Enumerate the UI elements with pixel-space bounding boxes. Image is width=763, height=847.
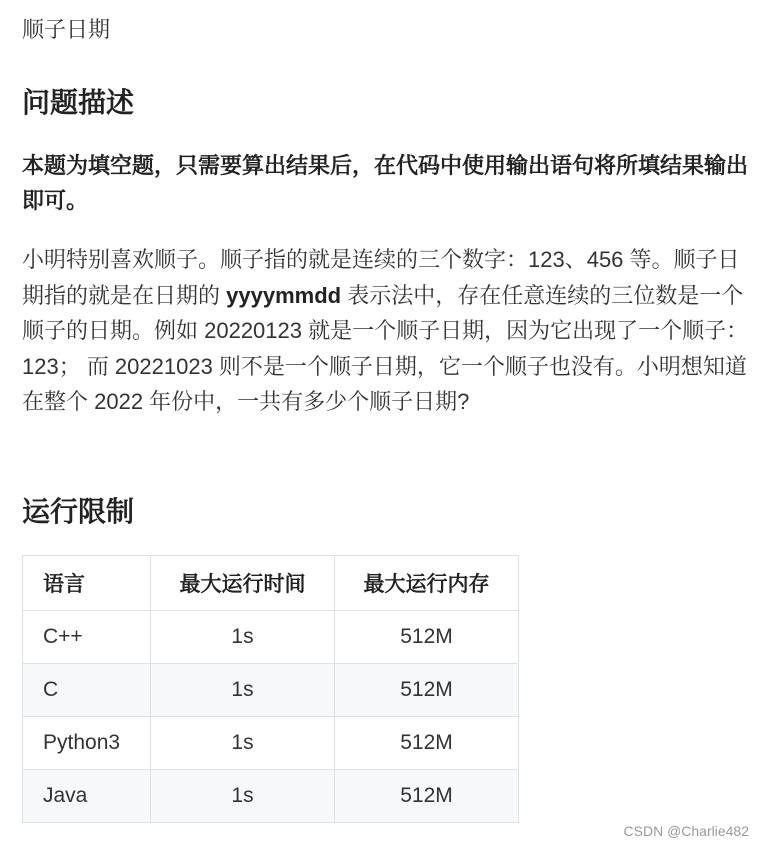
page-title: 顺子日期 xyxy=(22,17,111,42)
table-row xyxy=(23,717,519,770)
cell-time: 1s xyxy=(151,717,335,770)
column-header-time: 最大运行时间 xyxy=(151,556,335,611)
limits-table xyxy=(22,555,519,823)
table-row xyxy=(23,770,519,823)
problem-heading: 问题描述 xyxy=(22,87,135,118)
cell-time: 1s xyxy=(151,611,335,664)
column-header-language: 语言 xyxy=(23,556,151,611)
table-row xyxy=(23,664,519,717)
cell-language: C++ xyxy=(23,611,151,664)
table-header-row xyxy=(23,556,519,611)
cell-time: 1s xyxy=(151,664,335,717)
limits-heading: 运行限制 xyxy=(22,496,135,527)
cell-time: 1s xyxy=(151,770,335,823)
table-row xyxy=(23,611,519,664)
description-text-part1: 小明特别喜欢顺子。顺子指的就是连续的三个数字：123、456 等。顺子日期指的就是在日期的 xyxy=(22,247,740,308)
cell-memory: 512M xyxy=(335,717,519,770)
fill-in-note: 本题为填空题，只需要算出结果后，在代码中使用输出语句将所填结果输出即可。 xyxy=(22,153,749,213)
watermark: CSDN @Charlie482 xyxy=(623,823,749,839)
column-header-memory: 最大运行内存 xyxy=(335,556,519,611)
cell-language: C xyxy=(23,664,151,717)
cell-memory: 512M xyxy=(335,770,519,823)
cell-language: Python3 xyxy=(23,717,151,770)
description-text-part2: 表示法中，存在任意连续的三位数是一个顺子的日期。例如 20220123 就是一个顺子日期，因为它出现了一个顺子：123； 而 20221023 则不是一个顺子日期，它一个顺子也没有。小明想知道在整个 2022 年份中，一共有多少个顺子日期? xyxy=(22,282,749,414)
date-format: yyyymmdd xyxy=(226,282,342,308)
cell-memory: 512M xyxy=(335,611,519,664)
cell-language: Java xyxy=(23,770,151,823)
problem-description xyxy=(22,242,760,420)
cell-memory: 512M xyxy=(335,664,519,717)
